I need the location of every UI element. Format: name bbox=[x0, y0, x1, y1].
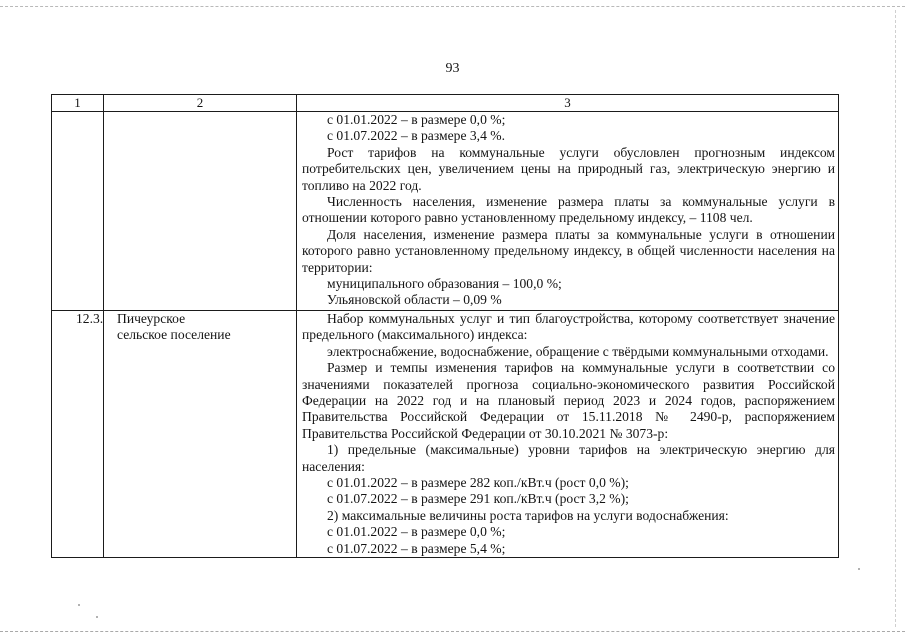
tariff-table bbox=[51, 94, 839, 558]
rate-line: с 01.01.2022 – в размере 0,0 %; bbox=[327, 112, 506, 127]
table-header-row bbox=[52, 95, 839, 112]
header-cell-3: 3 bbox=[297, 95, 839, 112]
scan-border-bottom bbox=[0, 631, 905, 632]
row1-name-cell bbox=[104, 112, 297, 311]
row2-name-cell bbox=[104, 310, 297, 557]
share-line: муниципального образования – 100,0 %; bbox=[327, 276, 562, 292]
table-row bbox=[52, 310, 839, 557]
rate-line: с 01.07.2022 – в размере 3,4 %. bbox=[327, 128, 505, 144]
electric-paragraph: 1) предельные (максимальные) уровни тарифов на электрическую энергию для населения: bbox=[302, 442, 835, 474]
scan-speck bbox=[858, 568, 860, 570]
scan-speck bbox=[96, 616, 98, 618]
row2-number-cell bbox=[52, 310, 104, 557]
electric-rate-line: с 01.07.2022 – в размере 291 коп./кВт.ч (рост 3,2 %); bbox=[327, 491, 629, 507]
settlement-name-line: Пичеурское bbox=[117, 310, 186, 326]
table-row bbox=[52, 112, 839, 311]
row1-text-cell bbox=[297, 112, 839, 311]
water-rate-line: с 01.07.2022 – в размере 5,4 %; bbox=[327, 540, 506, 556]
electric-rate-line: с 01.01.2022 – в размере 282 коп./кВт.ч (рост 0,0 %); bbox=[327, 474, 629, 490]
growth-paragraph: Рост тарифов на коммунальные услуги обусловлен прогнозным индексом потребительских цен, увеличением цены на природный газ, электрическую энергию и топливо на 2022 год. bbox=[302, 144, 835, 193]
share-line: Ульяновской области – 0,09 % bbox=[327, 292, 502, 308]
rates-paragraph: Размер и темпы изменения тарифов на коммунальные услуги в соответствии со значениями показателей прогноза социально-экономического развития Российской Федерации на 2022 год и на плановый период 2023 и 2024 годов, распоряжением Правительства Российской Федерации от 15.11.2018 № 2490-р, распоряжением Правительства Российской Федерации от 30.10.2021 № 3073-р: bbox=[302, 360, 835, 441]
water-rate-line: с 01.01.2022 – в размере 0,0 %; bbox=[327, 524, 506, 540]
row2-text-cell bbox=[297, 310, 839, 557]
settlement-name-line: сельское поселение bbox=[117, 327, 231, 343]
services-paragraph: электроснабжение, водоснабжение, обращение с твёрдыми коммунальными отходами. bbox=[327, 343, 829, 359]
row1-number-cell bbox=[52, 112, 104, 311]
row-number: 12.3. bbox=[76, 310, 104, 326]
page-number: 93 bbox=[445, 61, 460, 76]
share-paragraph: Доля населения, изменение размера платы за коммунальные услуги в отношении которого равно установленному предельному индексу, в общей численности населения на территории: bbox=[302, 226, 835, 275]
header-cell-2: 2 bbox=[104, 95, 297, 112]
scan-speck bbox=[78, 604, 80, 606]
scan-border-right bbox=[895, 10, 896, 627]
services-set-paragraph: Набор коммунальных услуг и тип благоустройства, которому соответствует значение предельного (максимального) индекса: bbox=[302, 310, 835, 343]
population-paragraph: Численность населения, изменение размера платы за коммунальные услуги в отношении которого равно установленному предельному индексу, – 1108 чел. bbox=[302, 194, 835, 226]
header-cell-1: 1 bbox=[52, 95, 104, 112]
scan-border-top bbox=[0, 6, 905, 7]
water-paragraph: 2) максимальные величины роста тарифов на услуги водоснабжения: bbox=[327, 507, 729, 523]
